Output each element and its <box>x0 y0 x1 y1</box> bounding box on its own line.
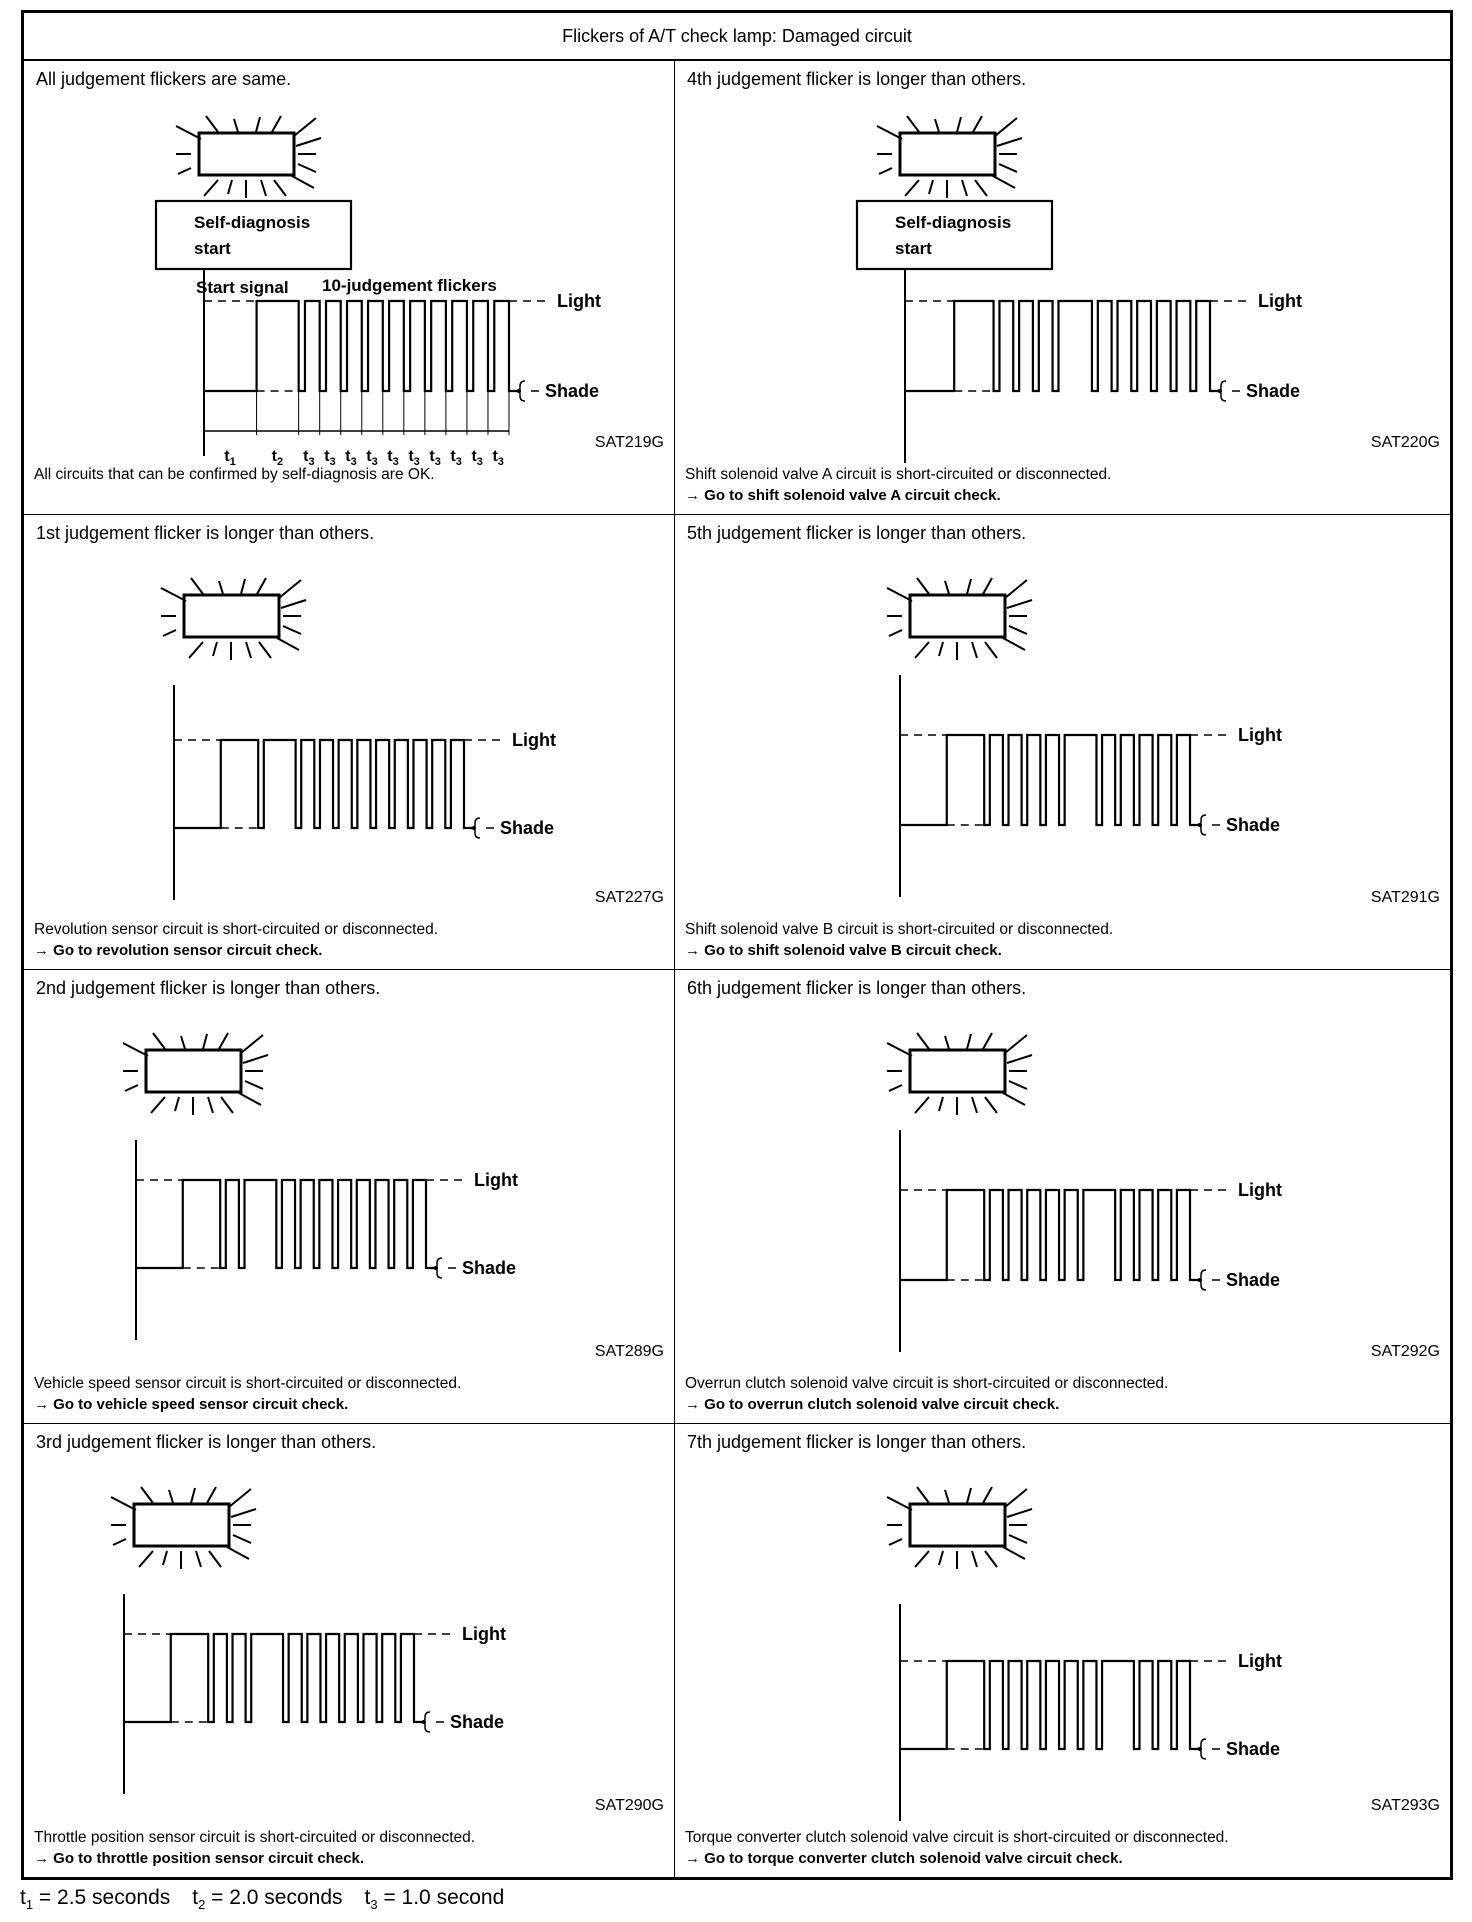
diagram-stroke <box>999 164 1017 172</box>
flicker-waveform <box>900 1661 1202 1749</box>
diagram-stroke <box>296 138 321 146</box>
diagram-stroke <box>1009 1535 1027 1543</box>
diagram-stroke <box>178 168 191 174</box>
diagram-stroke <box>997 138 1022 146</box>
check-lamp-icon <box>111 1487 256 1569</box>
diagram-stroke <box>219 581 223 594</box>
diagram-stroke <box>983 578 992 594</box>
light-label: Light <box>1238 1651 1282 1671</box>
check-lamp-icon <box>887 1487 1032 1569</box>
check-lamp-icon <box>123 1033 268 1115</box>
cell-action: → Go to shift solenoid valve A circuit check. <box>685 487 1001 504</box>
self-diagnosis-label: Self-diagnosis <box>895 213 1012 232</box>
diagram-stroke <box>1007 1055 1032 1063</box>
diagram-stroke <box>294 118 316 136</box>
cell-heading: 3rd judgement flicker is longer than others. <box>36 1432 377 1452</box>
diagram-stroke <box>209 1551 221 1567</box>
diagram-stroke <box>163 1551 167 1565</box>
diagram-stroke <box>917 578 929 594</box>
diagram-stroke <box>939 1097 943 1111</box>
self-diagnosis-start-box <box>156 201 351 269</box>
table-title: Flickers of A/T check lamp: Damaged circuit <box>24 13 1450 61</box>
diagram-stroke <box>219 1033 228 1049</box>
time-value: = 1.0 second <box>377 1886 505 1909</box>
cell-heading: All judgement flickers are same. <box>36 69 292 89</box>
diagram-stroke <box>151 1097 165 1113</box>
diagram-stroke <box>915 1551 929 1567</box>
diagram-stroke <box>917 1487 929 1503</box>
time-label: $t_3$ <box>471 448 483 468</box>
diagram-stroke <box>213 642 217 656</box>
diagram-stroke <box>957 117 961 132</box>
diagram-stroke <box>1003 1547 1025 1559</box>
diagram-stroke <box>975 180 987 196</box>
diagram-stroke <box>1007 1509 1032 1517</box>
diagram-stroke <box>283 626 301 634</box>
diagram-stroke <box>995 118 1017 136</box>
check-lamp-icon <box>887 1033 1032 1115</box>
start-label: start <box>194 239 231 258</box>
time-symbol: t <box>20 1886 26 1909</box>
diagram-stroke <box>221 1097 233 1113</box>
figure-code: SAT291G <box>1370 889 1440 906</box>
diagram-stroke <box>227 1547 249 1559</box>
shade-label: Shade <box>1226 815 1281 835</box>
flicker-diagram <box>675 970 1450 1423</box>
diagram-stroke <box>889 630 902 636</box>
time-label: $t_3$ <box>366 448 378 468</box>
self-diagnosis-label: Self-diagnosis <box>194 213 311 232</box>
cell-heading: 4th judgement flicker is longer than others. <box>687 69 1027 89</box>
diagram-stroke <box>259 642 271 658</box>
cell-caption: Overrun clutch solenoid valve circuit is short-circuited or disconnected. <box>685 1375 1169 1392</box>
diagnosis-cell <box>675 970 1450 1424</box>
diagram-stroke <box>241 579 245 594</box>
time-label: $t_3$ <box>303 448 315 468</box>
diagram-stroke <box>191 578 203 594</box>
figure-code: SAT292G <box>1370 1343 1440 1360</box>
diagram-stroke <box>277 638 299 650</box>
diagram-stroke <box>915 1097 929 1113</box>
light-label: Light <box>1238 725 1282 745</box>
diagram-stroke <box>233 1535 251 1543</box>
time-symbol: t <box>192 1886 199 1909</box>
time-subscript: 3 <box>370 1897 378 1913</box>
diagnosis-cell <box>675 515 1450 970</box>
diagram-stroke <box>153 1033 165 1049</box>
shade-label: Shade <box>1226 1739 1281 1759</box>
diagram-stroke <box>228 180 232 194</box>
cell-caption: Vehicle speed sensor circuit is short-circuited or disconnected. <box>34 1375 462 1392</box>
light-label: Light <box>1238 1180 1282 1200</box>
diagram-stroke <box>175 1097 179 1111</box>
diagram-stroke <box>962 180 967 196</box>
time-label: $t_3$ <box>345 448 357 468</box>
cell-caption: Torque converter clutch solenoid valve circuit is short-circuited or disconnected. <box>685 1829 1229 1846</box>
flicker-diagram <box>24 515 674 969</box>
diagram-stroke <box>239 1093 261 1105</box>
diagram-stroke <box>945 1490 949 1503</box>
flicker-diagram <box>675 61 1450 514</box>
diagram-stroke <box>123 1043 148 1056</box>
figure-code: SAT227G <box>594 889 664 906</box>
diagram-stroke <box>207 1487 216 1503</box>
light-label: Light <box>512 730 556 750</box>
diagram-stroke <box>1009 626 1027 634</box>
diagram-stroke <box>257 578 266 594</box>
diagram-stroke <box>887 1497 912 1510</box>
diagram-stroke <box>939 642 943 656</box>
diagram-stroke <box>877 126 902 139</box>
cell-caption: Shift solenoid valve A circuit is short-circuited or disconnected. <box>685 466 1112 483</box>
diagram-stroke <box>176 126 201 139</box>
diagram-stroke <box>139 1551 153 1567</box>
diagram-stroke <box>983 1033 992 1049</box>
time-label: $t_3$ <box>324 448 336 468</box>
diagram-stroke <box>274 180 286 196</box>
time-subscript: 1 <box>25 1897 34 1913</box>
cell-heading: 5th judgement flicker is longer than others. <box>687 523 1027 543</box>
time-label: $t_1$ <box>224 448 236 468</box>
diagram-stroke <box>163 630 176 636</box>
diagram-stroke <box>111 1497 136 1510</box>
diagram-stroke <box>973 116 982 132</box>
flicker-diagram <box>24 1424 674 1877</box>
cell-caption: Shift solenoid valve B circuit is short-circuited or disconnected. <box>685 921 1114 938</box>
time-label: $t_3$ <box>492 448 504 468</box>
flicker-waveform <box>900 1190 1202 1280</box>
diagnosis-cell <box>24 515 675 970</box>
diagram-stroke <box>279 580 301 598</box>
diagram-stroke <box>189 642 203 658</box>
timing-definition <box>364 1886 505 1913</box>
light-label: Light <box>474 1170 518 1190</box>
time-symbol: t <box>364 1886 371 1909</box>
diagram-stroke <box>945 581 949 594</box>
diagram-stroke <box>292 176 314 188</box>
diagram-stroke <box>972 1097 977 1113</box>
diagram-stroke <box>231 1509 256 1517</box>
diagram-stroke <box>161 588 186 601</box>
flicker-diagram <box>24 970 674 1423</box>
time-subscript: 2 <box>198 1897 206 1913</box>
diagram-stroke <box>281 600 306 608</box>
diagram-stroke <box>889 1539 902 1545</box>
diagram-stroke <box>245 1081 263 1089</box>
diagram-stroke <box>967 1488 971 1503</box>
diagram-stroke <box>241 1035 263 1053</box>
cell-action: → Go to revolution sensor circuit check. <box>34 942 323 959</box>
flicker-table <box>21 10 1453 1880</box>
diagram-stroke <box>1005 1489 1027 1507</box>
time-label: $t_3$ <box>387 448 399 468</box>
diagram-stroke <box>985 642 997 658</box>
diagram-stroke <box>272 116 281 132</box>
diagram-stroke <box>985 1551 997 1567</box>
light-label: Light <box>1258 291 1302 311</box>
diagram-stroke <box>905 180 919 196</box>
diagram-stroke <box>915 642 929 658</box>
diagnosis-cell <box>675 1424 1450 1877</box>
check-lamp-icon <box>877 116 1022 198</box>
diagram-stroke <box>1009 1081 1027 1089</box>
diagram-stroke <box>243 1055 268 1063</box>
diagram-stroke <box>889 1085 902 1091</box>
diagram-stroke <box>939 1551 943 1565</box>
diagram-stroke <box>985 1097 997 1113</box>
figure-code: SAT293G <box>1370 1797 1440 1814</box>
diagram-stroke <box>1003 1093 1025 1105</box>
diagram-stroke <box>246 642 251 658</box>
diagnosis-cell <box>24 1424 675 1877</box>
ten-flickers-label: 10-judgement flickers <box>322 276 497 295</box>
shade-label: Shade <box>500 818 555 838</box>
diagram-stroke <box>907 116 919 132</box>
flicker-diagram <box>675 515 1450 969</box>
cell-caption: Revolution sensor circuit is short-circuited or disconnected. <box>34 921 439 938</box>
timing-definition <box>20 1886 171 1913</box>
flicker-waveform <box>900 735 1202 825</box>
cell-heading: 2nd judgement flicker is longer than others. <box>36 978 381 998</box>
flicker-diagram <box>24 61 674 514</box>
shade-label: Shade <box>545 381 600 401</box>
diagram-stroke <box>993 176 1015 188</box>
diagnosis-cell <box>675 61 1450 515</box>
cell-action: → Go to vehicle speed sensor circuit check. <box>34 1396 349 1413</box>
figure-code: SAT290G <box>594 1797 664 1814</box>
timing-legend <box>20 1886 526 1912</box>
diagram-stroke <box>1007 600 1032 608</box>
timing-definition <box>192 1886 343 1913</box>
diagram-stroke <box>206 116 218 132</box>
diagram-stroke <box>125 1085 138 1091</box>
diagram-stroke <box>983 1487 992 1503</box>
shade-label: Shade <box>1246 381 1301 401</box>
diagram-stroke <box>887 1043 912 1056</box>
flicker-diagram <box>675 1424 1450 1877</box>
diagnosis-cell <box>24 970 675 1424</box>
diagram-stroke <box>929 180 933 194</box>
time-label: $t_2$ <box>271 448 284 468</box>
diagram-stroke <box>1005 580 1027 598</box>
diagram-stroke <box>203 1034 207 1049</box>
self-diagnosis-start-box <box>857 201 1052 269</box>
check-lamp-icon <box>176 116 321 198</box>
diagram-stroke <box>972 642 977 658</box>
diagram-stroke <box>169 1490 173 1503</box>
cell-caption: All circuits that can be confirmed by self-diagnosis are OK. <box>34 466 435 483</box>
flicker-waveform <box>124 1634 426 1722</box>
diagram-stroke <box>879 168 892 174</box>
flicker-grid <box>24 61 1450 1877</box>
cell-action: → Go to shift solenoid valve B circuit check. <box>685 942 1002 959</box>
cell-heading: 6th judgement flicker is longer than others. <box>687 978 1027 998</box>
diagram-stroke <box>191 1488 195 1503</box>
diagram-stroke <box>181 1036 185 1049</box>
cell-action: → Go to overrun clutch solenoid valve circuit check. <box>685 1396 1060 1413</box>
diagnosis-cell <box>24 61 675 515</box>
diagram-stroke <box>256 117 260 132</box>
time-value: = 2.0 seconds <box>205 1886 343 1909</box>
check-lamp-icon <box>887 578 1032 660</box>
shade-label: Shade <box>462 1258 517 1278</box>
time-label: $t_3$ <box>450 448 462 468</box>
diagram-stroke <box>261 180 266 196</box>
cell-caption: Throttle position sensor circuit is short-circuited or disconnected. <box>34 1829 476 1846</box>
flicker-waveform <box>905 301 1222 391</box>
start-label: start <box>895 239 932 258</box>
flicker-waveform <box>136 1180 438 1268</box>
light-label: Light <box>462 1624 506 1644</box>
diagram-stroke <box>229 1489 251 1507</box>
flicker-waveform <box>174 740 476 828</box>
start-signal-label: Start signal <box>196 278 289 297</box>
shade-label: Shade <box>1226 1270 1281 1290</box>
diagram-stroke <box>208 1097 213 1113</box>
diagram-stroke <box>204 180 218 196</box>
cell-heading: 7th judgement flicker is longer than others. <box>687 1432 1027 1452</box>
diagram-stroke <box>1003 638 1025 650</box>
time-label: $t_3$ <box>408 448 420 468</box>
diagram-stroke <box>945 1036 949 1049</box>
diagram-stroke <box>972 1551 977 1567</box>
diagram-stroke <box>917 1033 929 1049</box>
diagram-stroke <box>298 164 316 172</box>
shade-label: Shade <box>450 1712 505 1732</box>
cell-action: → Go to torque converter clutch solenoid valve circuit check. <box>685 1850 1123 1867</box>
cell-heading: 1st judgement flicker is longer than others. <box>36 523 375 543</box>
diagram-stroke <box>967 579 971 594</box>
flicker-waveform <box>204 301 521 391</box>
diagram-stroke <box>141 1487 153 1503</box>
diagram-stroke <box>935 119 939 132</box>
figure-code: SAT289G <box>594 1343 664 1360</box>
light-label: Light <box>557 291 601 311</box>
diagram-stroke <box>234 119 238 132</box>
diagram-stroke <box>1005 1035 1027 1053</box>
diagram-stroke <box>887 588 912 601</box>
diagram-stroke <box>113 1539 126 1545</box>
time-value: = 2.5 seconds <box>33 1886 171 1909</box>
figure-code: SAT220G <box>1370 434 1440 451</box>
diagram-stroke <box>196 1551 201 1567</box>
figure-code: SAT219G <box>594 434 664 451</box>
cell-action: → Go to throttle position sensor circuit check. <box>34 1850 365 1867</box>
time-label: $t_3$ <box>429 448 441 468</box>
check-lamp-icon <box>161 578 306 660</box>
diagram-stroke <box>967 1034 971 1049</box>
